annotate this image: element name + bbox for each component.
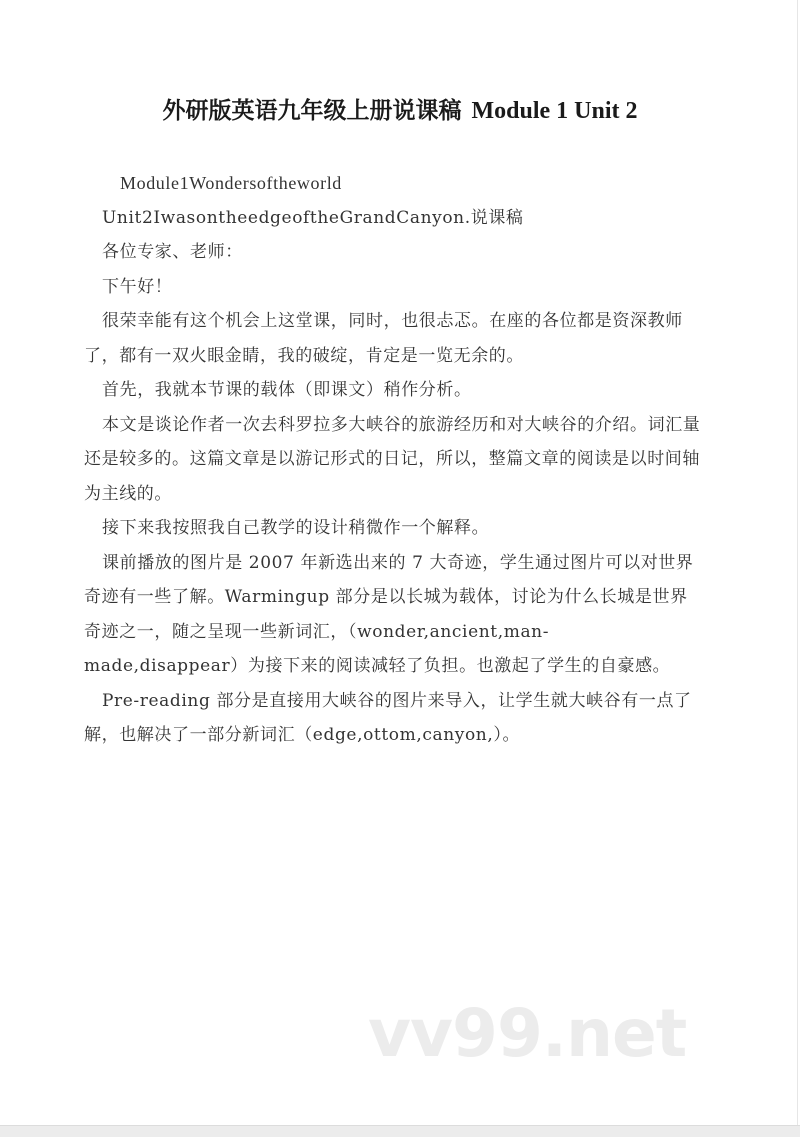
paragraph-intro: 很荣幸能有这个机会上这堂课，同时，也很忐忑。在座的各位都是资深教师了，都有一双火眼金睛，我的破绽，肯定是一览无余的。: [84, 311, 683, 366]
watermark: vv99.net: [368, 995, 687, 1072]
paragraph-prereading: Pre-reading 部分是直接用大峡谷的图片来导入，让学生就大峡谷有一点了解，也解决了一部分新词汇（edge,ottom,canyon,）。: [84, 690, 692, 745]
greeting-afternoon: 下午好！: [102, 276, 173, 297]
greeting-audience: 各位专家、老师：: [102, 242, 243, 262]
document-title: [0, 92, 800, 125]
module-heading: Module1Wondersoftheworld: [120, 173, 342, 193]
page-bottom-edge: [0, 1125, 800, 1137]
title-english: Module 1 Unit 2: [471, 98, 638, 124]
paragraph-design-lead: 接下来我按照我自己教学的设计稍微作一个解释。: [102, 518, 490, 538]
document-body: [84, 166, 704, 753]
unit-heading: Unit2IwasontheedgeoftheGrandCanyon.说课稿: [102, 207, 524, 228]
paragraph-analysis-lead: 首先，我就本节课的载体（即课文）稍作分析。: [102, 380, 472, 400]
paragraph-text-analysis: 本文是谈论作者一次去科罗拉多大峡谷的旅游经历和对大峡谷的介绍。词汇量还是较多的。这篇文章是以游记形式的日记，所以，整篇文章的阅读是以时间轴为主线的。: [84, 414, 701, 504]
title-chinese: 外研版英语九年级上册说课稿: [162, 98, 462, 124]
paragraph-warmingup: 课前播放的图片是 2007 年新选出来的 7 大奇迹，学生通过图片可以对世界奇迹有一些了解。Warmingup 部分是以长城为载体，讨论为什么长城是世界奇迹之一，随之呈现一些新词汇，（wonder,ancient,man-made,disappear）为接下来的阅读减轻了负担。也激起了学生的自豪感。: [84, 552, 694, 676]
